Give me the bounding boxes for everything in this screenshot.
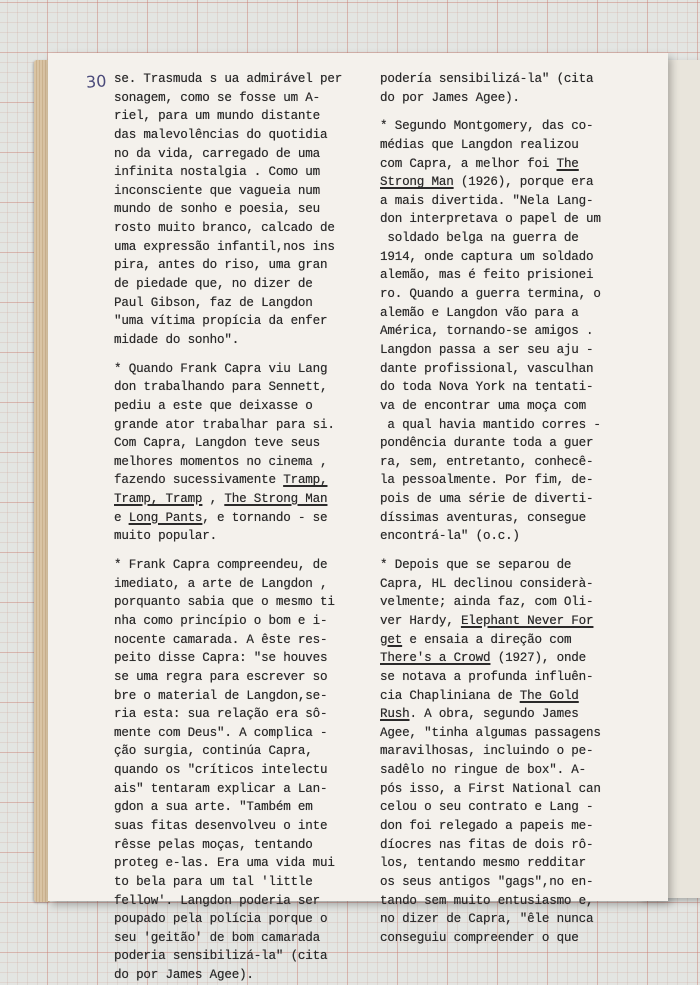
text-line: don trabalhando para Sennett, xyxy=(114,380,328,395)
text-line: das malevolências do quotidia xyxy=(114,127,328,142)
right-column xyxy=(380,70,601,947)
text-line: There's a Crowd (1927), onde xyxy=(380,651,587,666)
text-line: se uma regra para escrever so xyxy=(114,669,328,684)
text-line: los, tentando mesmo redditar xyxy=(380,856,587,871)
text-line: no dizer de Capra, "êle nunca xyxy=(380,912,594,927)
text-line: gdon a sua arte. "Também em xyxy=(114,800,313,815)
text-line: sadêlo no ringue de box". A- xyxy=(380,763,587,778)
text-line: get e ensaia a direção com xyxy=(380,632,572,647)
text-line: pira, antes do riso, uma gran xyxy=(114,258,328,273)
text-line: Strong Man (1926), porque era xyxy=(380,175,594,190)
film-title: Long Pants xyxy=(128,510,203,525)
text-line: no da vida, carregado de uma xyxy=(114,146,321,161)
text-line: alemão, mas é feito prisionei xyxy=(380,268,594,283)
text-line: * Frank Capra compreendeu, de xyxy=(114,558,328,573)
text-line: do por James Agee). xyxy=(114,968,254,983)
text-line: ra, sem, entretanto, conhecê- xyxy=(380,454,594,469)
text-line: pediu a este que deixasse o xyxy=(114,398,313,413)
text-line: dante profissional, vasculhan xyxy=(380,361,594,376)
text-line: seu 'geitão' de bom camarada xyxy=(114,930,321,945)
text-line: do toda Nova York na tentati- xyxy=(380,380,594,395)
text-line: ro. Quando a guerra termina, o xyxy=(380,287,601,302)
text-line: díocres nas fitas de dois rô- xyxy=(380,837,594,852)
text-line: melhores momentos no cinema , xyxy=(114,454,328,469)
text-line: nha como princípio o bom e i- xyxy=(114,613,328,628)
paragraph-gap xyxy=(380,546,601,556)
film-title: Tramp, xyxy=(283,473,328,488)
text-line: muito popular. xyxy=(114,529,218,544)
text-line: bre o material de Langdon,se- xyxy=(114,688,328,703)
text-line: grande ator trabalhar para si. xyxy=(114,417,335,432)
text-line: midade do sonho". xyxy=(114,332,240,347)
text-line: rêsse pelas moças, tentando xyxy=(114,837,313,852)
text-line: de piedade que, no dizer de xyxy=(114,277,313,292)
text-line: tando sem muito entusiasmo e, xyxy=(380,893,594,908)
text-line: riel, para um mundo distante xyxy=(114,109,321,124)
text-line: Rush. A obra, segundo James xyxy=(380,707,579,722)
text-line: Tramp, Tramp , The Strong Man xyxy=(114,492,328,507)
text-line: a mais divertida. "Nela Lang- xyxy=(380,193,594,208)
text-line: os seus antigos "gags",no en- xyxy=(380,874,594,889)
text-line: ver Hardy, Elephant Never For xyxy=(380,613,594,628)
film-title: Elephant Never For xyxy=(460,613,594,628)
text-line: va de encontrar uma moça com xyxy=(380,398,587,413)
text-line: uma expressão infantil,nos ins xyxy=(114,239,335,254)
text-line: infinita nostalgia . Como um xyxy=(114,165,321,180)
text-line: pós isso, a First National can xyxy=(380,781,601,796)
text-line: díssimas aventuras, consegue xyxy=(380,510,587,525)
film-title: There's a Crowd xyxy=(380,651,491,666)
text-line: a qual havia mantido corres - xyxy=(380,417,601,432)
text-line: mente com Deus". A complica - xyxy=(114,725,328,740)
text-line: mundo de sonho e poesia, seu xyxy=(114,202,321,217)
text-line: ção surgia, continúa Capra, xyxy=(114,744,313,759)
text-line: Langdon passa a ser seu aju - xyxy=(380,342,594,357)
text-line: cia Chapliniana de The Gold xyxy=(380,688,579,703)
text-line: nocente camarada. A êste res- xyxy=(114,632,328,647)
text-line: velmente; ainda faz, com Oli- xyxy=(380,595,594,610)
text-line: 1914, onde captura um soldado xyxy=(380,249,594,264)
film-title: Strong Man xyxy=(380,175,454,190)
text-line: ria esta: sua relação era sô- xyxy=(114,707,328,722)
text-line: se. Trasmuda s ua admirável per xyxy=(114,72,343,86)
film-title: get xyxy=(380,632,403,647)
text-line: to bela para um tal 'little xyxy=(114,874,313,889)
text-line: porquanto sabia que o mesmo ti xyxy=(114,595,335,610)
text-line: fazendo sucessivamente Tramp, xyxy=(114,473,328,488)
text-line: la pessoalmente. Por fim, de- xyxy=(380,473,594,488)
text-line: * Depois que se separou de xyxy=(380,558,572,573)
text-line: conseguiu compreender o que xyxy=(380,930,579,945)
text-line: se notava a profunda influên- xyxy=(380,669,594,684)
text-line: proteg e-las. Era uma vida mui xyxy=(114,856,335,871)
text-line: * Segundo Montgomery, das co- xyxy=(380,119,594,134)
text-line: don foi relegado a papeis me- xyxy=(380,818,594,833)
text-line: com Capra, a melhor foi The xyxy=(380,156,579,171)
text-line: maravilhosas, incluindo o pe- xyxy=(380,744,594,759)
text-line: Capra, HL declinou considerà- xyxy=(380,576,594,591)
text-line: Com Capra, Langdon teve seus xyxy=(114,436,321,451)
paragraph-gap xyxy=(380,107,601,117)
paragraph-gap xyxy=(114,546,342,556)
text-line: poupado pela polícia porque o xyxy=(114,912,328,927)
text-line: do por James Agee). xyxy=(380,90,520,105)
text-line: pois de uma série de diverti- xyxy=(380,492,594,507)
film-title: The xyxy=(556,156,579,171)
text-line: suas fitas desenvolveu o inte xyxy=(114,818,328,833)
film-title: Rush xyxy=(380,707,410,722)
text-line: pondência durante toda a guer xyxy=(380,436,594,451)
text-line: médias que Langdon realizou xyxy=(380,137,579,152)
text-line: don interpretava o papel de um xyxy=(380,212,601,227)
text-line: podería sensibilizá-la" (cita xyxy=(380,72,594,86)
text-line: * Quando Frank Capra viu Lang xyxy=(114,361,328,376)
paragraph-gap xyxy=(114,350,342,360)
film-title: Tramp, Tramp xyxy=(114,492,203,507)
page-number: 30 xyxy=(85,71,107,92)
text-line: América, tornando-se amigos . xyxy=(380,324,594,339)
text-line: inconsciente que vagueia num xyxy=(114,183,321,198)
film-title: The Strong Man xyxy=(224,492,328,507)
text-line: imediato, a arte de Langdon , xyxy=(114,576,328,591)
film-title: The Gold xyxy=(519,688,579,703)
text-line: quando os "críticos intelectu xyxy=(114,763,328,778)
text-line: Agee, "tinha algumas passagens xyxy=(380,725,601,740)
text-line: celou o seu contrato e Lang - xyxy=(380,800,594,815)
text-line: e Long Pants, e tornando - se xyxy=(114,510,328,525)
text-line: alemão e Langdon vão para a xyxy=(380,305,579,320)
text-line: ais" tentaram explicar a Lan- xyxy=(114,781,328,796)
text-line: rosto muito branco, calcado de xyxy=(114,221,335,236)
text-line: "uma vítima propícia da enfer xyxy=(114,314,328,329)
text-line: Paul Gibson, faz de Langdon xyxy=(114,295,313,310)
text-line: peito disse Capra: "se houves xyxy=(114,651,328,666)
text-line: sonagem, como se fosse um A- xyxy=(114,90,321,105)
text-line: fellow'. Langdon poderia ser xyxy=(114,893,321,908)
text-line: poderia sensibilizá-la" (cita xyxy=(114,949,328,964)
left-column xyxy=(114,70,342,985)
text-line: encontrá-la" (o.c.) xyxy=(380,529,520,544)
text-line: soldado belga na guerra de xyxy=(380,231,579,246)
